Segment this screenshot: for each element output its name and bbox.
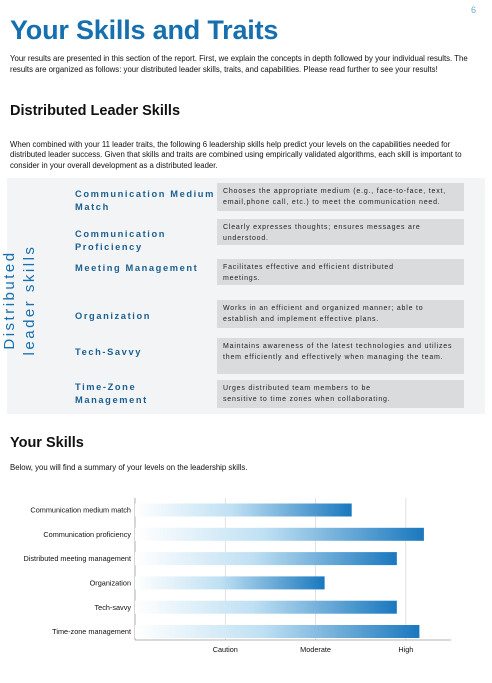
chart-bars: [135, 504, 424, 639]
category-label-4: Organization: [89, 578, 131, 588]
distributed-skills-paragraph: When combined with your 11 leader traits, the following 6 leadership skills help predict your levels on the capabilities needed for distributed leader success. Given that skills and traits are combined using empirically validated algorithms, each skill is important to consider in your overall development as a distributed leader.: [10, 140, 462, 170]
vertical-label-line2: leader skills: [21, 244, 38, 356]
chart-grid: [135, 498, 451, 640]
skill-name-communication-proficiency: Communication Proficiency: [75, 229, 167, 252]
vertical-label-line1: Distributed: [1, 250, 18, 350]
skill-name-time-zone-management: Time-Zone Management: [75, 382, 148, 405]
your-skills-heading: Your Skills: [10, 435, 84, 451]
skill-name-organization: Organization: [75, 311, 152, 321]
skill-name-tech-savvy: Tech-Savvy: [75, 347, 142, 357]
skill-desc-organization: Works in an efficient and organized manner; able to establish and implement effective plans.: [217, 300, 464, 328]
distributed-skills-heading: Distributed Leader Skills: [10, 103, 181, 119]
category-label-2: Communication proficiency: [43, 529, 131, 539]
bar-3: [135, 552, 397, 565]
page-number: 6: [470, 5, 476, 15]
tick-label-3: High: [398, 645, 414, 654]
chart-tick-labels: [213, 645, 414, 654]
distributed-leader-skills-label: [0, 230, 40, 370]
skill-desc-tech-savvy: Maintains awareness of the latest technologies and utilizes them efficiently and effectively when managing the team.: [217, 338, 464, 374]
skill-desc-communication-proficiency: Clearly expresses thoughts; ensures messages are understood.: [217, 219, 464, 245]
bar-6: [135, 625, 419, 638]
category-label-3: Distributed meeting management: [23, 554, 131, 564]
tick-label-2: Moderate: [300, 645, 331, 654]
skill-desc-time-zone-management: Urges distributed team members to be sensitive to time zones when collaborating.: [217, 380, 464, 408]
page-title: Your Skills and Traits: [10, 15, 279, 45]
skill-desc-communication-medium-match: Chooses the appropriate medium (e.g., face-to-face, text, email,phone call, etc.) to meet the communication need.: [217, 183, 464, 211]
chart-category-labels: [24, 506, 132, 636]
bar-1: [135, 504, 352, 517]
your-skills-paragraph: Below, you will find a summary of your levels on the leadership skills.: [10, 463, 248, 472]
tick-label-1: Caution: [212, 645, 238, 654]
bar-4: [135, 576, 325, 589]
bar-5: [135, 601, 397, 614]
category-label-5: Tech-savvy: [94, 602, 131, 612]
skill-name-communication-medium-match: Communication Medium Match: [75, 189, 215, 212]
skills-bar-chart: [0, 488, 492, 668]
skill-name-meeting-management: Meeting Management: [75, 263, 199, 273]
bar-2: [135, 528, 424, 541]
intro-paragraph: Your results are presented in this section of the report. First, we explain the concepts in depth followed by your individual results. The results are organized as follows: your distributed leader skills, traits, and capabilities. Please read further to see your results!: [10, 54, 468, 74]
category-label-6: Time-zone management: [52, 627, 131, 637]
skill-desc-meeting-management: Facilitates effective and efficient distributed meetings.: [217, 259, 464, 285]
category-label-1: Communication medium match: [30, 505, 131, 515]
